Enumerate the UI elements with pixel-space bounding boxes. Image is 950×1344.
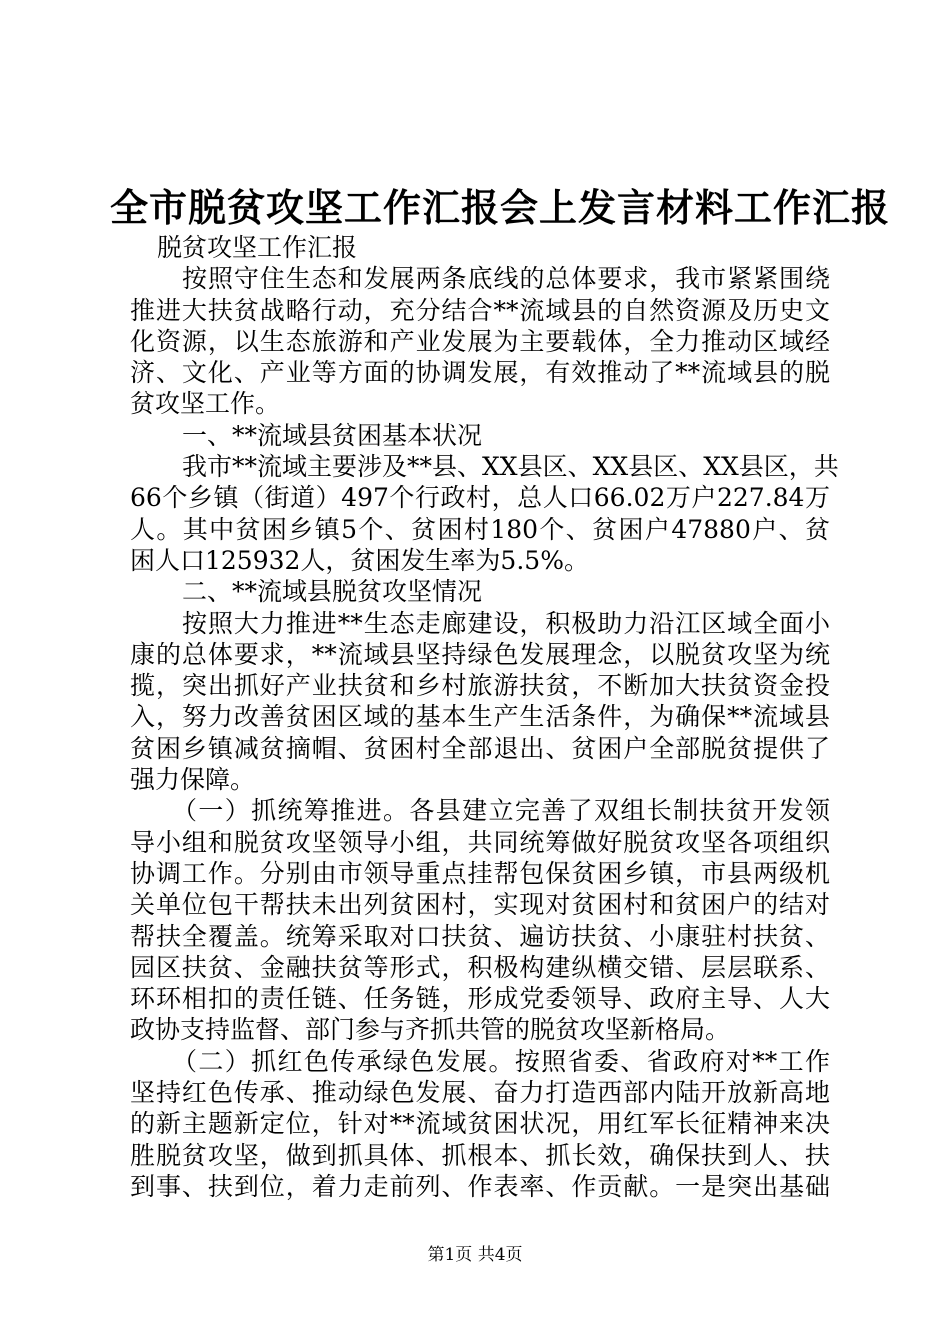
paragraph-line: 环环相扣的责任链、任务链，形成党委领导、政府主导、人大 xyxy=(130,984,830,1014)
paragraph-line: 的新主题新定位，针对**流域贫困状况，用红军长征精神来决 xyxy=(130,1109,830,1139)
section-heading: 一、**流域县贫困基本状况 xyxy=(182,420,483,450)
paragraph-line: 困人口125932人，贫困发生率为5.5%。 xyxy=(130,545,589,575)
paragraph-line: 帮扶全覆盖。统筹采取对口扶贫、遍访扶贫、小康驻村扶贫、 xyxy=(130,921,830,951)
paragraph-line: 化资源，以生态旅游和产业发展为主要载体，全力推动区域经 xyxy=(130,326,830,356)
paragraph-line: （一）抓统筹推进。各县建立完善了双组长制扶贫开发领 xyxy=(172,796,830,826)
paragraph-line: 我市**流域主要涉及**县、XX县区、XX县区、XX县区，共 xyxy=(182,452,839,482)
paragraph-line: 入，努力改善贫困区域的基本生产生活条件，为确保**流域县 xyxy=(130,702,830,732)
paragraph-line: 人。其中贫困乡镇5个、贫困村180个、贫困户47880户、贫 xyxy=(130,514,830,544)
paragraph-line: 济、文化、产业等方面的协调发展，有效推动了**流域县的脱 xyxy=(130,358,830,388)
paragraph-line: 脱贫攻坚工作汇报 xyxy=(157,233,358,262)
paragraph-line: 贫困乡镇减贫摘帽、贫困村全部退出、贫困户全部脱贫提供了 xyxy=(130,733,830,763)
paragraph-line: 园区扶贫、金融扶贫等形式，积极构建纵横交错、层层联系、 xyxy=(130,952,830,982)
document-body xyxy=(130,232,839,1202)
paragraph-line: 按照守住生态和发展两条底线的总体要求，我市紧紧围绕 xyxy=(182,264,830,294)
paragraph-line: 胜脱贫攻坚，做到抓具体、抓根本、抓长效，确保扶到人、扶 xyxy=(130,1140,830,1170)
paragraph-line: 66个乡镇（街道）497个行政村，总人口66.02万户227.84万 xyxy=(130,483,830,513)
paragraph-line: 到事、扶到位，着力走前列、作表率、作贡献。一是突出基础 xyxy=(130,1171,830,1201)
paragraph-line: 按照大力推进**生态走廊建设，积极助力沿江区域全面小 xyxy=(182,608,830,638)
paragraph-line: 关单位包干帮扶未出列贫困村，实现对贫困村和贫困户的结对 xyxy=(130,890,830,920)
paragraph-line: 推进大扶贫战略行动，充分结合**流域县的自然资源及历史文 xyxy=(130,295,830,325)
page-number-footer: 第1页 共4页 xyxy=(427,1245,523,1265)
section-heading: 二、**流域县脱贫攻坚情况 xyxy=(182,577,483,607)
paragraph-line: 揽，突出抓好产业扶贫和乡村旅游扶贫，不断加大扶贫资金投 xyxy=(130,671,830,701)
paragraph-line: 强力保障。 xyxy=(130,765,256,795)
document-title: 全市脱贫攻坚工作汇报会上发言材料工作汇报 xyxy=(110,186,891,230)
paragraph-line: （二）抓红色传承绿色发展。按照省委、省政府对**工作 xyxy=(172,1046,830,1076)
paragraph-line: 康的总体要求，**流域县坚持绿色发展理念，以脱贫攻坚为统 xyxy=(130,639,830,669)
paragraph-line: 协调工作。分别由市领导重点挂帮包保贫困乡镇，市县两级机 xyxy=(130,858,830,888)
paragraph-line: 坚持红色传承、推动绿色发展、奋力打造西部内陆开放新高地 xyxy=(130,1078,830,1108)
paragraph-line: 政协支持监督、部门参与齐抓共管的脱贫攻坚新格局。 xyxy=(130,1015,731,1045)
paragraph-line: 贫攻坚工作。 xyxy=(130,389,281,419)
paragraph-line: 导小组和脱贫攻坚领导小组，共同统筹做好脱贫攻坚各项组织 xyxy=(130,827,830,857)
